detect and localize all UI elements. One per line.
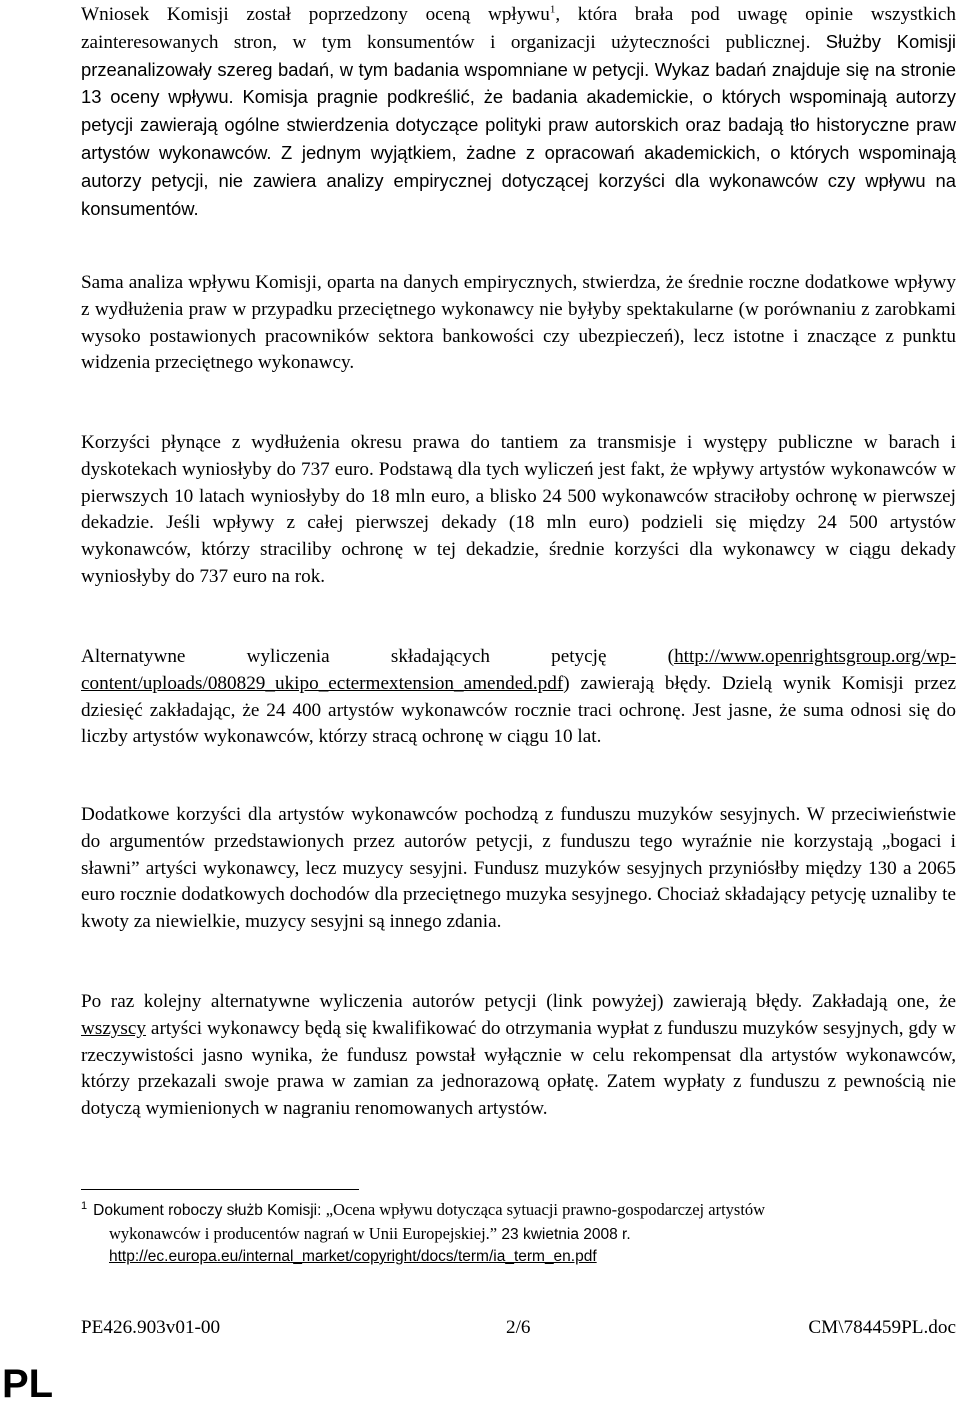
underlined-text: wszyscy xyxy=(81,1017,147,1039)
language-code: PL xyxy=(2,1362,54,1406)
paragraph-3: Korzyści płynące z wydłużenia okresu prawa do tantiem za transmisje i występy publiczne w barach i dyskotekach wyniosłyby do 737 euro. Podstawą dla tych wyliczeń jest fakt, że wpływy artystów wykonawców w pierwszych 10 latach wyniosłyby do 18 mln euro, a blisko 24 500 wykonawców straciłoby ochronę w pierwszej dekadzie. Jeśli wpływy z całej pierwszej dekady (18 mln euro) podzieli się między 24 500 artystów wykonawców, którzy straciliby ochronę w tej dekadzie, średnie korzyści dla wykonawcy w ciągu dekady wyniosłyby do 737 euro na rok. xyxy=(81,432,956,587)
text: Służby Komisji przeanalizowały szereg badań, w tym badania wspomniane w petycji. Wykaz badań znajduje się na stronie 13 oceny wpływu. Komisja pragnie podkreślić, że badania akademickie, o których wspominają autorzy petycji zawierają ogólne stwierdzenia dotyczące polityki praw autorskich oraz badają tło historyczne praw artystów wykonawców. Z jednym wyjątkiem, żadne z opracowań akademickich, o których wspominają autorzy petycji, nie zawiera analizy empirycznej dotyczącej korzyści dla wykonawców czy wpływu na konsumentów. xyxy=(81,30,956,219)
text: ) zawierają błędy. Dzielą wynik Komisji przez dziesięć zakładając, że 24 400 artystów wykonawców rocznie traci ochronę. Jest jasne, że suma odnosi się do liczby artystów wykonawców, którzy stracą ochronę w ciągu 10 lat. xyxy=(81,672,956,748)
text: artyści wykonawcy będą się kwalifikować do otrzymania wypłat z funduszu muzyków sesyjnych, gdy w rzeczywistości jasno wynika, że fundusz powstał wyłącznie w celu rekompensat dla artystów wykonawców, którzy przekazali swoje prawa w zamian za jednorazową opłatę. Zatem wypłaty z funduszu z pewnością nie dotyczą wymienionych w nagraniu renomowanych artystów. xyxy=(81,1017,956,1120)
footnote-link[interactable]: http://ec.europa.eu/internal_market/copyright/docs/term/ia_term_en.pdf xyxy=(109,1248,597,1265)
text: wykonawców i producentów nagrań w Unii Europejskiej.” xyxy=(109,1223,498,1243)
text: 23 kwietnia 2008 r. xyxy=(497,1225,631,1243)
footnote-reference[interactable]: 1 xyxy=(549,3,556,16)
text: Dokument roboczy służb Komisji: xyxy=(93,1202,326,1219)
footnote xyxy=(81,1199,941,1269)
footnote-number: 1 xyxy=(81,1199,88,1212)
paragraph-1 xyxy=(81,2,956,223)
text: „Ocena wpływu dotycząca sytuacji prawno-gospodarczej artystów xyxy=(325,1200,766,1219)
text: Po raz kolejny alternatywne wyliczenia autorów petycji (link powyżej) zawierają błędy. Zakładają one, że xyxy=(81,991,956,1012)
footnote-separator xyxy=(81,1189,359,1190)
file-reference: CM\784459PL.doc xyxy=(808,1317,956,1338)
page-footer xyxy=(81,1316,956,1340)
petition-link[interactable]: http://www.openrightsgroup.org/wp-content/uploads/080829_ukipo_ectermextension_amended.pdf xyxy=(81,646,956,694)
text: Alternatywne wyliczenia składających petycję ( xyxy=(81,646,675,667)
paragraph-4 xyxy=(81,644,956,751)
document-reference: PE426.903v01-00 xyxy=(81,1317,221,1338)
paragraph-2: Sama analiza wpływu Komisji, oparta na danych empirycznych, stwierdza, że średnie roczne dodatkowe wpływy z wydłużenia praw w przypadku przeciętnego wykonawcy nie byłyby spektakularne (w porównaniu z zarobkami wysoko postawionych pracowników sektora bankowości czy ubezpieczeń), lecz istotne i znaczące z punktu widzenia przeciętnego wykonawcy. xyxy=(81,272,956,374)
page-number: 2/6 xyxy=(506,1317,531,1338)
text: Wniosek Komisji został poprzedzony oceną wpływu xyxy=(81,4,550,25)
paragraph-5: Dodatkowe korzyści dla artystów wykonawców pochodzą z funduszu muzyków sesyjnych. W przeciwieństwie do argumentów przedstawionych przez autorów petycji, z funduszu tego wyraźnie nie korzystają „bogaci i sławni” artyści wykonawcy, lecz muzycy sesyjni. Fundusz muzyków sesyjnych przyniósłby między 130 a 2065 euro rocznie dodatkowych dochodów dla przeciętnego muzyka sesyjnego. Chociaż składający petycję uznaliby te kwoty za niewielkie, muzycy sesyjni są innego zdania. xyxy=(81,804,956,933)
text: , która brała pod uwagę opinie wszystkich zainteresowanych stron, w tym konsumentów i organizacji użyteczności publicznej. xyxy=(81,4,956,53)
paragraph-6 xyxy=(81,989,956,1123)
